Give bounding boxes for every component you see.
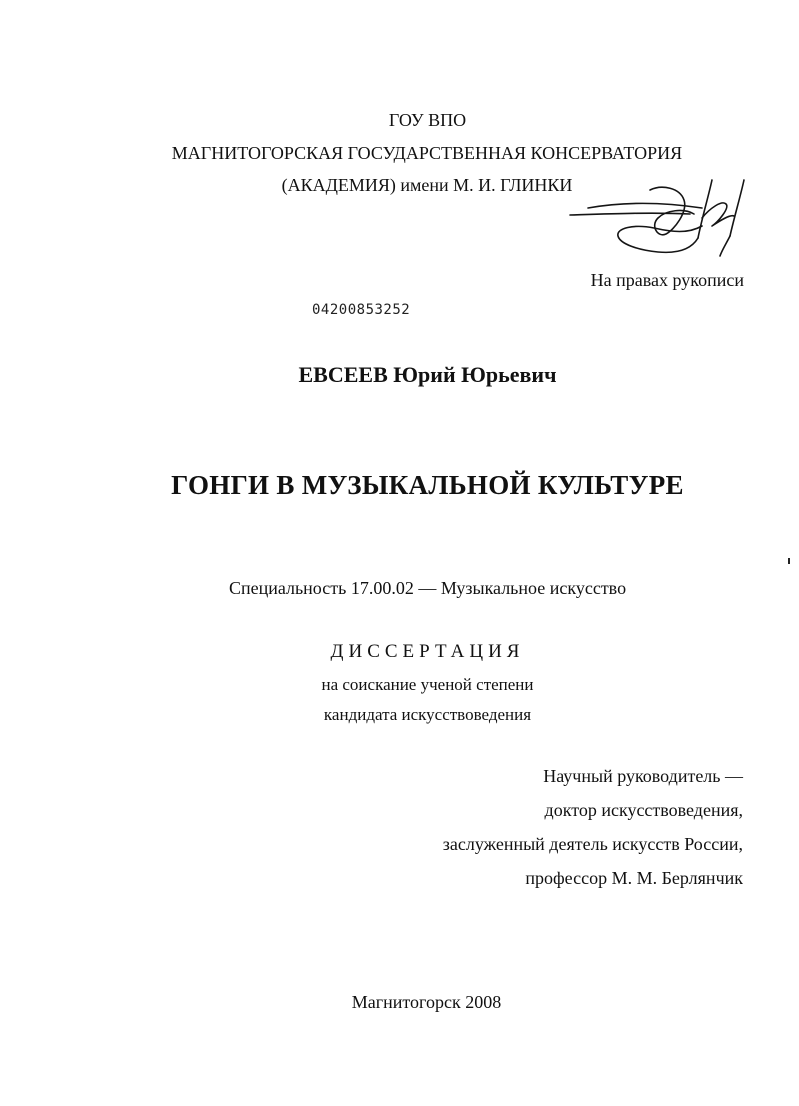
author-name: ЕВСЕЕВ Юрий Юрьевич <box>298 362 557 387</box>
handwritten-signature <box>562 178 762 260</box>
degree-line-2: кандидата искусствоведения <box>323 705 532 724</box>
degree-line-1: на соискание ученой степени <box>321 675 534 694</box>
specialty-line: Специальность 17.00.02 — Музыкальное искусство <box>228 578 627 598</box>
advisor-line-1: Научный руководитель — <box>543 766 743 786</box>
institution-line-2: МАГНИТОГОРСКАЯ ГОСУДАРСТВЕННАЯ КОНСЕРВАТОРИЯ <box>171 143 683 163</box>
institution-line-3: (АКАДЕМИЯ) имени М. И. ГЛИНКИ <box>281 175 573 195</box>
scan-speck <box>788 558 790 564</box>
advisor-line-3: заслуженный деятель искусств России, <box>442 834 743 854</box>
manuscript-rights-note: На правах рукописи <box>590 270 744 290</box>
archive-code: 04200853252 <box>312 302 411 318</box>
city-year: Магнитогорск 2008 <box>351 992 502 1012</box>
document-type: ДИССЕРТАЦИЯ <box>330 641 525 662</box>
advisor-line-2: доктор искусствоведения, <box>544 800 743 820</box>
thesis-title: ГОНГИ В МУЗЫКАЛЬНОЙ КУЛЬТУРЕ <box>171 470 684 500</box>
advisor-line-4: профессор М. М. Берлянчик <box>525 868 743 888</box>
institution-line-1: ГОУ ВПО <box>388 110 467 130</box>
